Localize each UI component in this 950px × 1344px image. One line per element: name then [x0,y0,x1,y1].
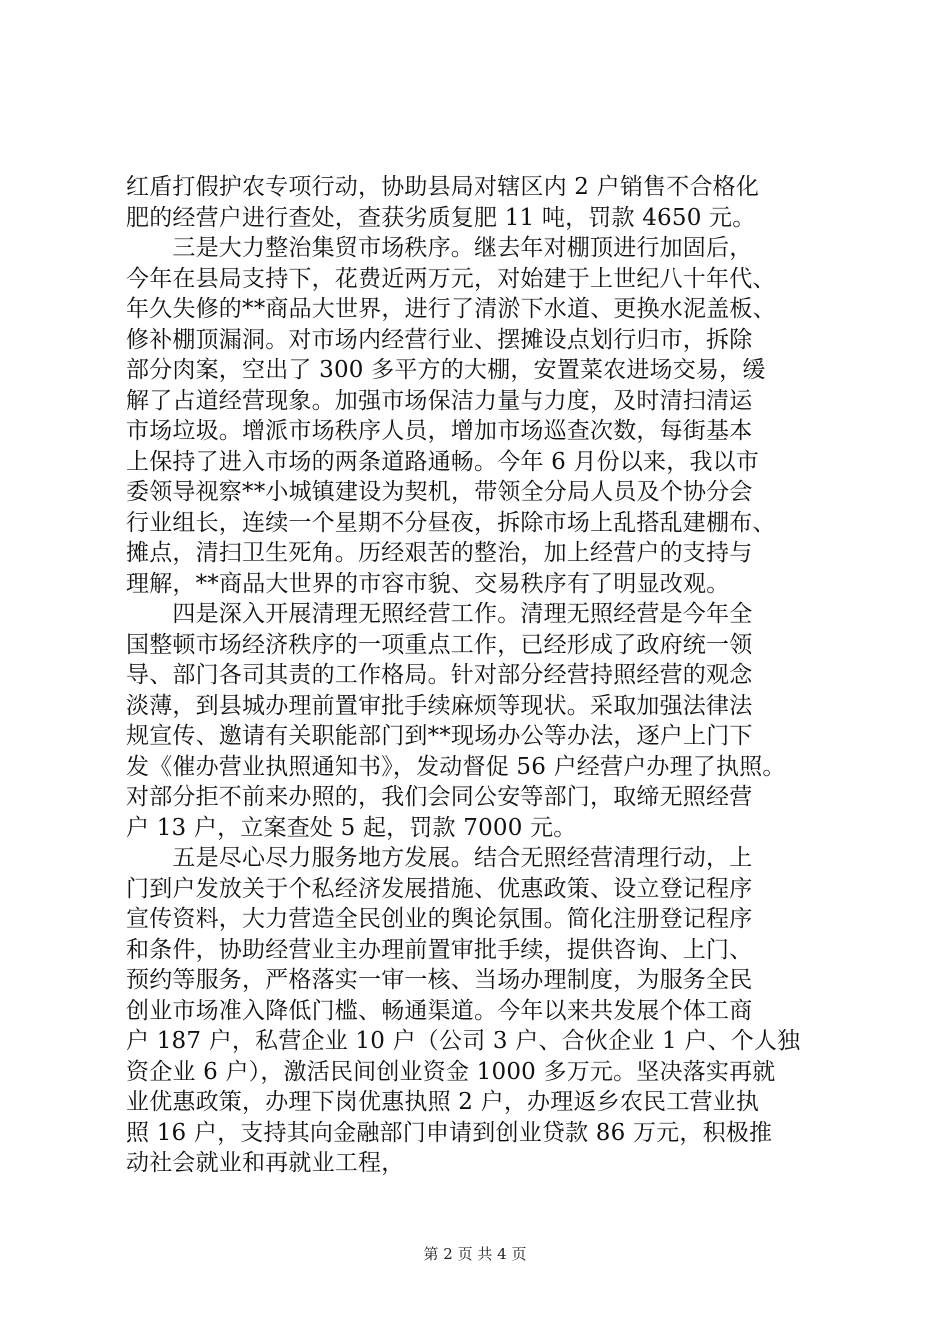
text-line: 资企业 6 户），激活民间创业资金 1000 多万元。坚决落实再就 [126,1058,776,1085]
text-line: 修补棚顶漏洞。对市场内经营行业、摆摊设点划行归市，拆除 [126,326,753,353]
text-line: 业优惠政策，办理下岗优惠执照 2 户，办理返乡农民工营业执 [126,1089,760,1115]
document-body [126,172,826,1179]
text-line: 解了占道经营现象。加强市场保洁力量与力度，及时清扫清运 [126,387,753,414]
text-line: 行业组长，连续一个星期不分昼夜，拆除市场上乱搭乱建棚布、 [126,509,776,536]
text-line: 对部分拒不前来办照的，我们会同公安等部门，取缔无照经营 [126,784,753,810]
text-line: 委领导视察**小城镇建设为契机，带领全分局人员及个协分会 [126,479,753,505]
text-line: 今年在县局支持下，花费近两万元，对始建于上世纪八十年代、 [126,265,776,292]
text-line: 红盾打假护农专项行动，协助县局对辖区内 2 户销售不合格化 [126,174,760,200]
text-line: 和条件，协助经营业主办理前置审批手续，提供咨询、上门、 [126,936,753,963]
text-line: 门到户发放关于个私经济发展措施、优惠政策、设立登记程序 [126,875,753,902]
text-line: 预约等服务，严格落实一审一核、当场办理制度，为服务全民 [126,967,753,993]
text-line: 户 13 户，立案查处 5 起，罚款 7000 元。 [126,814,577,841]
text-line: 肥的经营户进行查处，查获劣质复肥 11 吨，罚款 4650 元。 [126,204,756,231]
text-line: 户 187 户，私营企业 10 户（公司 3 户、合伙企业 1 户、个人独 [126,1028,801,1054]
text-line: 导、部门各司其责的工作格局。针对部分经营持照经营的观念 [126,662,753,688]
text-line: 上保持了进入市场的两条道路通畅。今年 6 月份以来，我以市 [126,448,760,475]
text-line: 国整顿市场经济秩序的一项重点工作，已经形成了政府统一领 [126,631,753,658]
text-line: 淡薄，到县城办理前置审批手续麻烦等现状。采取加强法律法 [126,692,753,719]
text-line: 理解，**商品大世界的市容市貌、交易秩序有了明显改观。 [126,570,730,597]
text-line: 摊点，清扫卫生死角。历经艰苦的整治，加上经营户的支持与 [126,540,753,566]
text-line: 创业市场准入降低门槛、畅通渠道。今年以来共发展个体工商 [126,997,753,1024]
text-line: 年久失修的**商品大世界，进行了清淤下水道、更换水泥盖板、 [126,296,776,322]
text-line: 市场垃圾。增派市场秩序人员，增加市场巡查次数，每街基本 [126,418,753,444]
text-line: 规宣传、邀请有关职能部门到**现场办公等办法，逐户上门下 [126,723,753,749]
text-line: 照 16 户，支持其向金融部门申请到创业贷款 86 万元，积极推 [126,1119,773,1146]
text-line: 宣传资料，大力营造全民创业的舆论氛围。简化注册登记程序 [126,906,753,932]
text-line: 三是大力整治集贸市场秩序。继去年对棚顶进行加固后， [126,235,753,261]
text-line: 四是深入开展清理无照经营工作。清理无照经营是今年全 [126,601,753,627]
text-line: 动社会就业和再就业工程， [126,1150,405,1176]
text-line: 发《催办营业执照通知书》，发动督促 56 户经营户办理了执照。 [126,753,786,780]
page-footer: 第 2 页 共 4 页 [423,1245,527,1263]
text-line: 五是尽心尽力服务地方发展。结合无照经营清理行动，上 [126,845,753,871]
text-line: 部分肉案，空出了 300 多平方的大棚，安置菜农进场交易，缓 [126,357,766,383]
